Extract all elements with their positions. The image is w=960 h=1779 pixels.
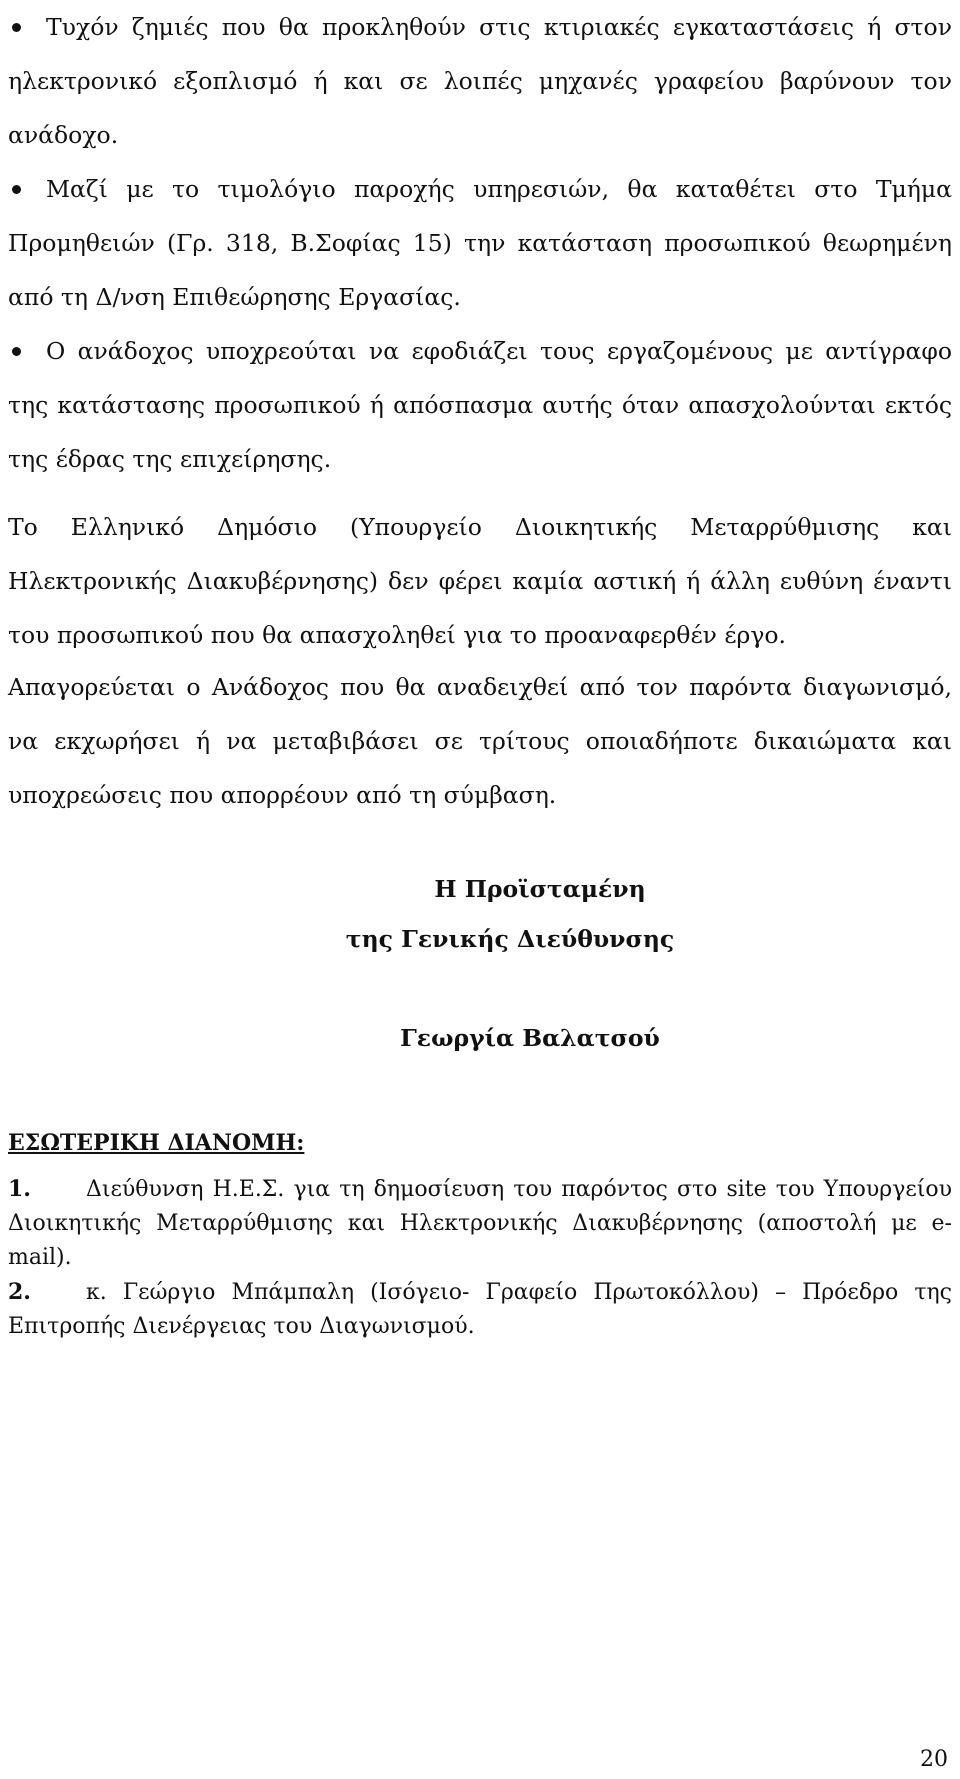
distribution-list [8,1172,952,1344]
signatory-name: Γεωργία Βαλατσού [400,1024,660,1052]
signature-title-line2: της Γενικής Διεύθυνσης [345,925,675,953]
distribution-item-text: κ. Γεώργιο Μπάμπαλη (Ισόγειο- Γραφείο Πρωτοκόλλου) – Πρόεδρο της Επιτροπής Διενέργειας του Διαγωνισμού. [8,1280,952,1339]
conditions-bullet-list [8,0,952,486]
bullet-text: Μαζί με το τιμολόγιο παροχής υπηρεσιών, θα καταθέτει στο Τμήμα Προμηθειών (Γρ. 318, Β.Σοφίας 15) την κατάσταση προσωπικού θεωρημένη από τη Δ/νση Επιθεώρησης Εργασίας. [8,175,952,311]
distribution-item-number: 1. [8,1176,31,1202]
liability-paragraph: Το Ελληνικό Δημόσιο (Υπουργείο Διοικητικής Μεταρρύθμισης και Ηλεκτρονικής Διακυβέρνησης) δεν φέρει καμία αστική ή άλλη ευθύνη έναντι του προσωπικού που θα απασχοληθεί για το προαναφερθέν έργο. [8,513,952,649]
distribution-item [8,1275,952,1344]
distribution-item [8,1172,952,1275]
bullet-dot-icon [12,185,21,194]
bullet-item [8,162,952,324]
assignment-prohibition-paragraph: Απαγορεύεται ο Ανάδοχος που θα αναδειχθεί από τον παρόντα διαγωνισμό, να εκχωρήσει ή να μεταβιβάσει σε τρίτους οποιαδήποτε δικαιώματα και υποχρεώσεις που απορρέουν από τη σύμβαση. [8,673,952,809]
distribution-heading: ΕΣΩΤΕΡΙΚΗ ΔΙΑΝΟΜΗ: [8,1130,305,1156]
bullet-text: Ο ανάδοχος υποχρεούται να εφοδιάζει τους εργαζομένους με αντίγραφο της κατάστασης προσωπικού ή απόσπασμα αυτής όταν απασχολούνται εκτός της έδρας της επιχείρησης. [8,337,952,473]
bullet-item [8,0,952,162]
bullet-dot-icon [12,23,21,32]
distribution-item-text: Διεύθυνση Η.Ε.Σ. για τη δημοσίευση του παρόντος στο site του Υπουργείου Διοικητικής Μεταρρύθμισης και Ηλεκτρονικής Διακυβέρνησης (αποστολή με e-mail). [8,1177,952,1270]
bullet-item [8,324,952,486]
signature-title-line1: Η Προϊσταμένη [434,875,646,903]
bullet-dot-icon [12,347,21,356]
page-number: 20 [920,1747,948,1772]
bullet-text: Τυχόν ζημιές που θα προκληθούν στις κτιριακές εγκαταστάσεις ή στον ηλεκτρονικό εξοπλισμό ή και σε λοιπές μηχανές γραφείου βαρύνουν τον ανάδοχο. [8,13,952,149]
distribution-item-number: 2. [8,1279,31,1305]
